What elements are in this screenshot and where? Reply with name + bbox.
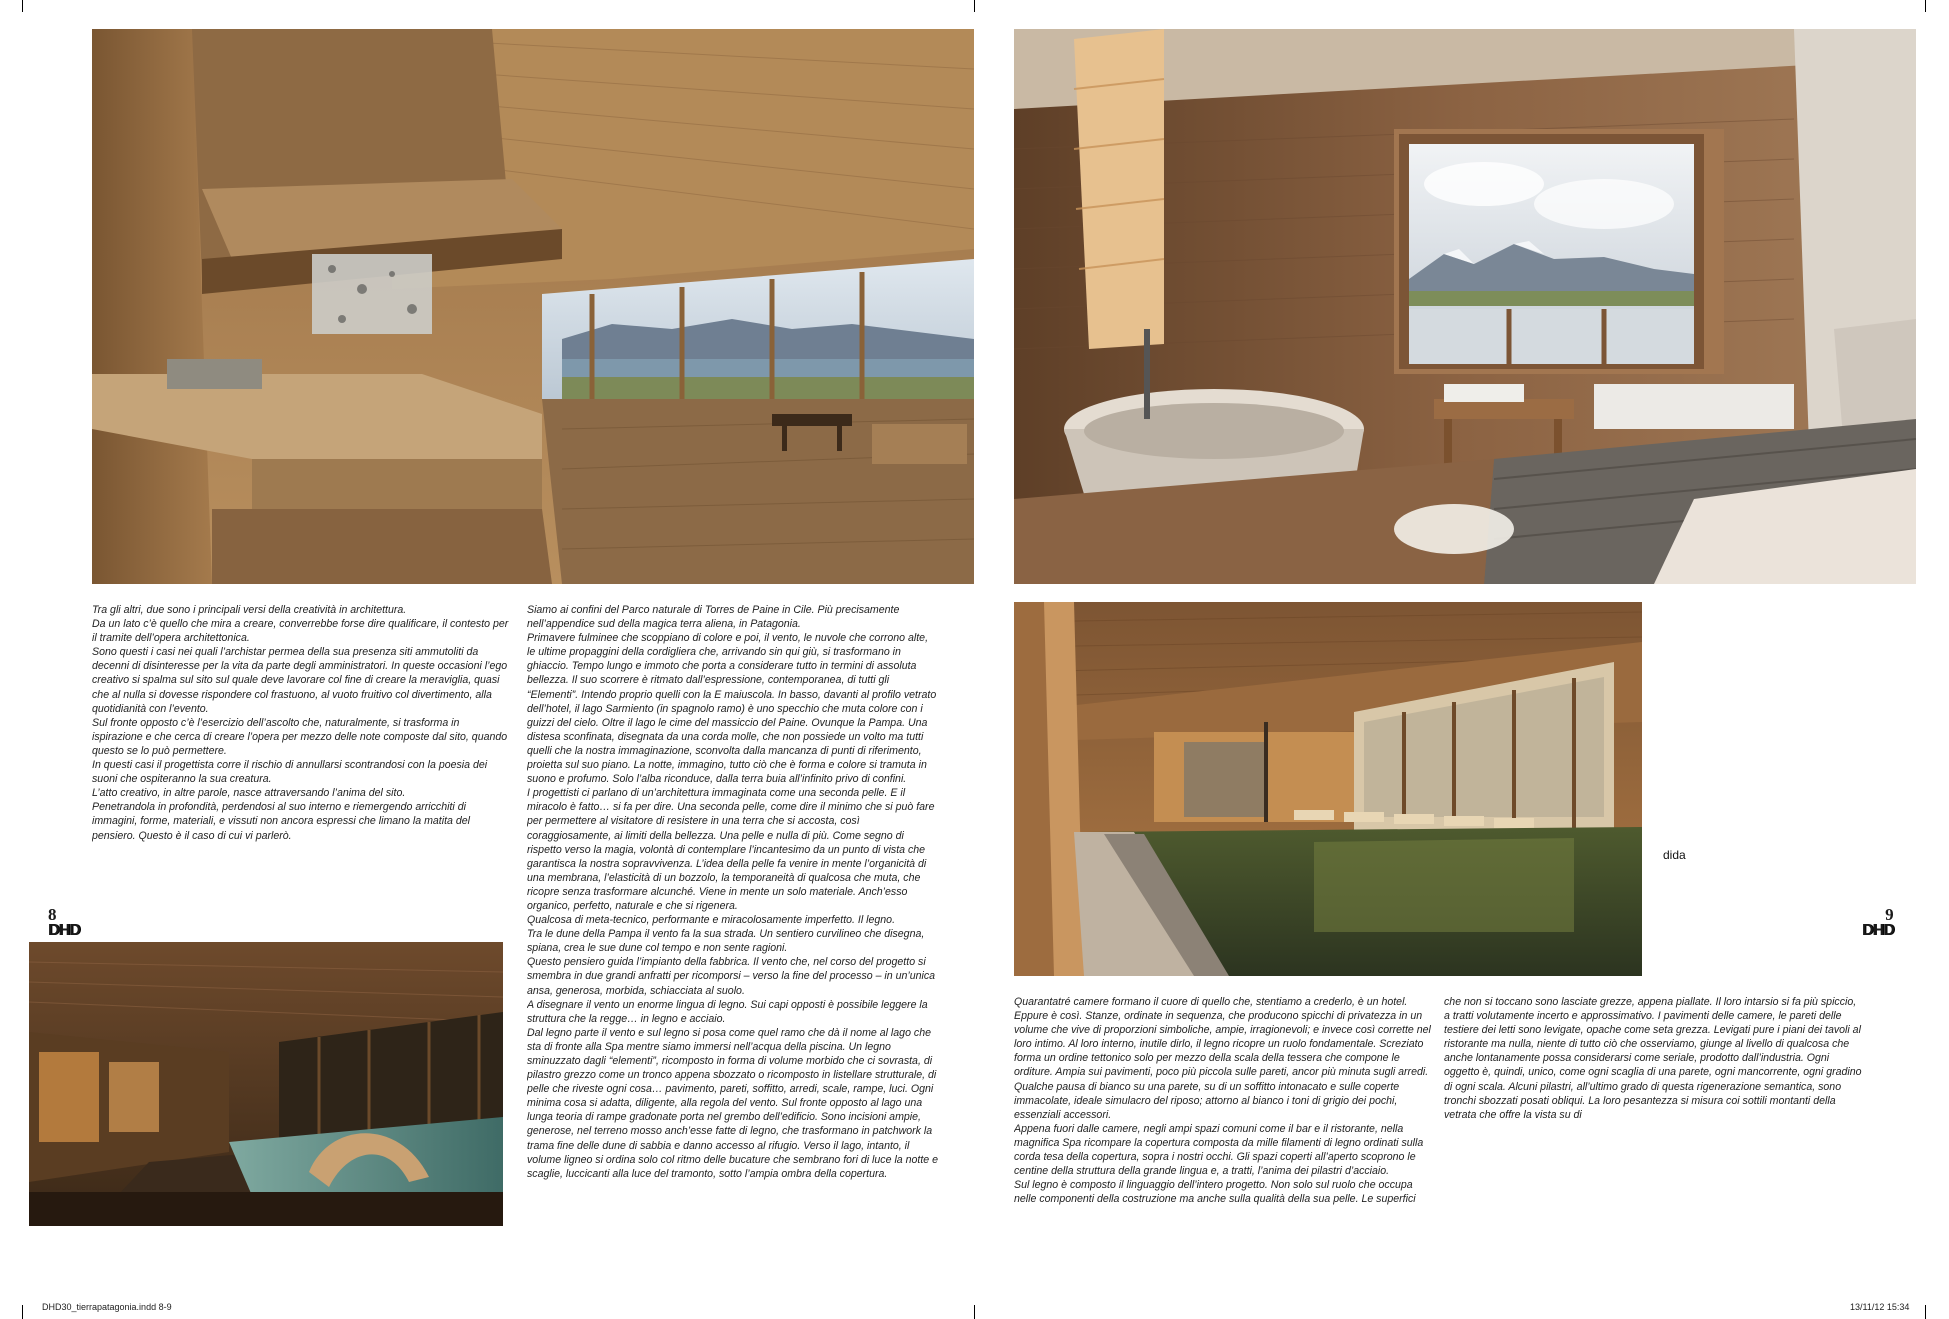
paragraph: Questo pensiero guida l’impianto della fabbrica. Il vento che, nel corso del progetto si smembra in due grandi anfratti per ricomporsi – verso la fine del processo – in un’unica ansa, generosa, morbida, schiacciata al suolo. bbox=[527, 956, 936, 997]
crop-mark bbox=[974, 0, 975, 12]
paragraph: Tra gli altri, due sono i principali versi della creatività in architettura. bbox=[92, 604, 407, 616]
spa-pool-night-photo bbox=[29, 942, 503, 1226]
slug-date-time: 13/11/12 15:34 bbox=[1850, 1302, 1910, 1312]
lounge-window-photo bbox=[92, 29, 974, 584]
paragraph: Quarantatré camere formano il cuore di quello che, stentiamo a crederlo, è un hotel. Eppure è così. Stanze, ordinate in sequenza, che producono spicchi di privatezza in un volume che vive di proporzioni simboliche, ampie, irragionevoli; e invece così corrette nel loro intimo. Al loro interno, inutile dirlo, il legno ricopre un ruolo fondamentale. Screziato forma un ordine tettonico solo per mezzo della scala della tessera che compone le orditure. Ampia sui pavimenti, poco più piccola sulle pareti, ancor più minuta sugli arredi. Qualche pausa di bianco su una parete, su di un soffitto intonacato e sulle coperte immacolate, ideale simulacro del riposo; attorno al bianco i toni di grigio dei pochi, essenziali accessori. bbox=[1014, 996, 1431, 1121]
paragraph: Tra le dune della Pampa il vento fa la sua strada. Un sentiero curvilineo che disegna, spiana, crea le sue dune col tempo e non sente ragioni. bbox=[527, 928, 925, 955]
paragraph: I progettisti ci parlano di un’architettura immaginata come una seconda pelle. E il miracolo è fatto… si fa per dire. Una seconda pelle, come dire il minimo che si può fare per permettere al visitatore di resistere in una terra che si accosta, così coraggiosamente, ai limiti della bellezza. Una pelle e nulla di più. Come segno di rispetto verso la magia, volontà di contemplare l’incantesimo da un punto di vista che garantisca la nostra sopravvivenza. L’idea della pelle fa venire in mente l’organicità di una membrana, l’elasticità di un bozzolo, la temporaneità di qualcosa che muta, che ricopre senza trasformare alcunché. Viene in mente un solo materiale. Anch’esso organico, perfetto, naturale e che si rigenera. bbox=[527, 787, 935, 912]
paragraph: Sul fronte opposto c’è l’esercizio dell’ascolto che, naturalmente, si trasforma in ispirazione e che cerca di creare l’opera per mezzo delle note composte dal sito, quando questo se lo può permettere. bbox=[92, 716, 508, 757]
paragraph: Primavere fulminee che scoppiano di colore e poi, il vento, le nuvole che corrono alte, le ultime propaggini della cordigliera che, arrivando sin qui giù, si trasformano in ghiaccio. Tempo lungo e immoto che porta a considerare tutto in termini di assoluta bellezza. Il suo scorrere è ritmato dall’espressione, contemporanea, di tutti gli “Elementi”. Intendo proprio quelli con la E maiuscola. In basso, davanti al profilo vetrato dell’hotel, il lago Sarmiento (in spagnolo ramo) è uno specchio che muta colore con i guizzi del cielo. Oltre il lago le cime del massiccio del Paine. Ovunque la Pampa. Una distesa sconfinata, disegnata da una corda molle, che non possiede un volto ma tutti quelli che la nostra immaginazione, sconvolta dalla mancanza di punti di riferimento, proietta sul suo piano. La notte, immagino, tutto ciò che è forma e colore si tramuta in suono e profumo. Solo l’alba riconduce, dalla terra buia all’infinito privo di confini. bbox=[527, 632, 937, 786]
crop-mark bbox=[22, 0, 23, 12]
text-column-2 bbox=[527, 603, 939, 1235]
paragraph: Da un lato c’è quello che mira a creare, converrebbe forse dire qualificare, il contesto per il tramite dell’opera architettonica. bbox=[92, 618, 509, 645]
paragraph: Dal legno parte il vento e sul legno si posa come quel ramo che dà il nome al lago che sta di fronte alla Spa mentre siamo immersi nell’acqua della piscina. Un legno sminuzzato dagli “elementi”, ricomposto in forma di volume morbido che ci sovrasta, di pilastro grezzo come un tronco appena sbozzato o ricomposto in listellare strutturale, di pelle che riveste ogni cosa… pavimento, pareti, soffitto, arredi, scale, rampe, luci. Ogni minima cosa si adatta, diligente, alla regola del vento. Sul fronte opposto al lago una lunga teoria di rampe gradonate porta nel grembo dell’edificio. Sono incisioni ampie, generose, nel terreno mosso anch’esse fatte di legno, che trasformano in patchwork la trama fine delle dune di sabbia e danno accesso al rifugio. Verso il lago, intanto, il volume ligneo si ordina solo col ritmo delle bucature che sembrano fori di luce la notte e scaglie, luccicanti alla luce del tramonto, sotto l’ampia ombra della copertura. bbox=[527, 1026, 939, 1180]
magazine-logo: DHD bbox=[48, 922, 80, 939]
paragraph: che non si toccano sono lasciate grezze, appena piallate. Il loro intarsio si fa più spiccio, a tratti volutamente incerto e approssimativo. I pavimenti delle camere, le pareti delle testiere dei letti sono levigate, opache come seta grezza. Levigati pure i piani dei tavoli al ristorante ma nulla, niente di tutto ciò che osserviamo, giunge al livello di qualcosa che anche lontanamente possa considerarsi come seriale, prodotto dall’industria. Ogni oggetto è, quindi, unico, come ogni scaglia di una parete, ogni mancorrente, ogni gradino di ogni scala. Alcuni pilastri, all’ultimo grado di questa rigenerazione semantica, sono tronchi sbozzati posati obliqui. La loro pesantezza si misura coi sottili montanti della vetrata che offre la vista su di bbox=[1444, 996, 1862, 1121]
crop-mark bbox=[1925, 0, 1926, 12]
slug-file-info: DHD30_tierrapatagonia.indd 8-9 bbox=[42, 1302, 172, 1312]
right-folio bbox=[1862, 906, 1894, 939]
text-column-3 bbox=[1014, 995, 1434, 1231]
paragraph: L’atto creativo, in altre parole, nasce attraversando l’anima del sito. bbox=[92, 787, 406, 800]
bedroom-bathtub-photo bbox=[1014, 29, 1916, 584]
magazine-logo: DHD bbox=[1862, 922, 1894, 939]
page-number: 8 bbox=[48, 905, 57, 924]
indoor-pool-photo bbox=[1014, 602, 1642, 976]
page-number: 9 bbox=[1885, 905, 1894, 924]
paragraph: Siamo ai confini del Parco naturale di Torres de Paine in Cile. Più precisamente nell’appendice sud della magica terra aliena, in Patagonia. bbox=[527, 604, 900, 631]
paragraph: Appena fuori dalle camere, negli ampi spazi comuni come il bar e il ristorante, nella magnifica Spa ricompare la copertura composta da mille filamenti di legno ordinati sulla corda tesa della copertura, sopra i nostri occhi. Gli spazi coperti all’aperto scoprono le centine della struttura della grande lingua e, a tratti, l’anima dei pilastri d’acciaio. bbox=[1014, 1122, 1424, 1178]
text-column-4 bbox=[1444, 995, 1864, 1125]
paragraph: Sul legno è composto il linguaggio dell’intero progetto. Non solo sul ruolo che occupa nelle componenti della costruzione ma anche sulla qualità della sua pelle. Le superfici bbox=[1014, 1179, 1416, 1206]
crop-mark bbox=[974, 1305, 975, 1319]
paragraph: Sono questi i casi nei quali l’archistar permea della sua presenza siti ammutoliti da decenni di disinteresse per la vita da parte degli amministratori. In queste occasioni l’ego creativo si spalma sul sito sul quale deve lavorare col fine di creare la meraviglia, quasi che al nulla si dovesse rispondere col frastuono, al vuoto fruitivo col divertimento, alla quotidianità con l’evento. bbox=[92, 646, 508, 715]
text-column-1 bbox=[92, 603, 512, 853]
paragraph: In questi casi il progettista corre il rischio di annullarsi scontrandosi con la poesia dei suoni che ospiteranno la sua creatura. bbox=[92, 759, 488, 786]
paragraph: Qualcosa di meta-tecnico, performante e miracolosamente imperfetto. Il legno. bbox=[527, 914, 896, 927]
crop-mark bbox=[22, 1305, 23, 1319]
crop-mark bbox=[1925, 1305, 1926, 1319]
paragraph: Penetrandola in profondità, perdendosi al suo interno e riemergendo arricchiti di immagini, forme, materiali, e vissuti non ancora espressi che limano la matita del pensiero. Questo è il caso di cui vi parlerò. bbox=[92, 801, 471, 842]
left-folio bbox=[48, 906, 80, 939]
photo-caption: dida bbox=[1663, 848, 1686, 862]
paragraph: A disegnare il vento un enorme lingua di legno. Sui capi opposti è possibile leggere la struttura che la regge… in legno e acciaio. bbox=[527, 998, 928, 1025]
